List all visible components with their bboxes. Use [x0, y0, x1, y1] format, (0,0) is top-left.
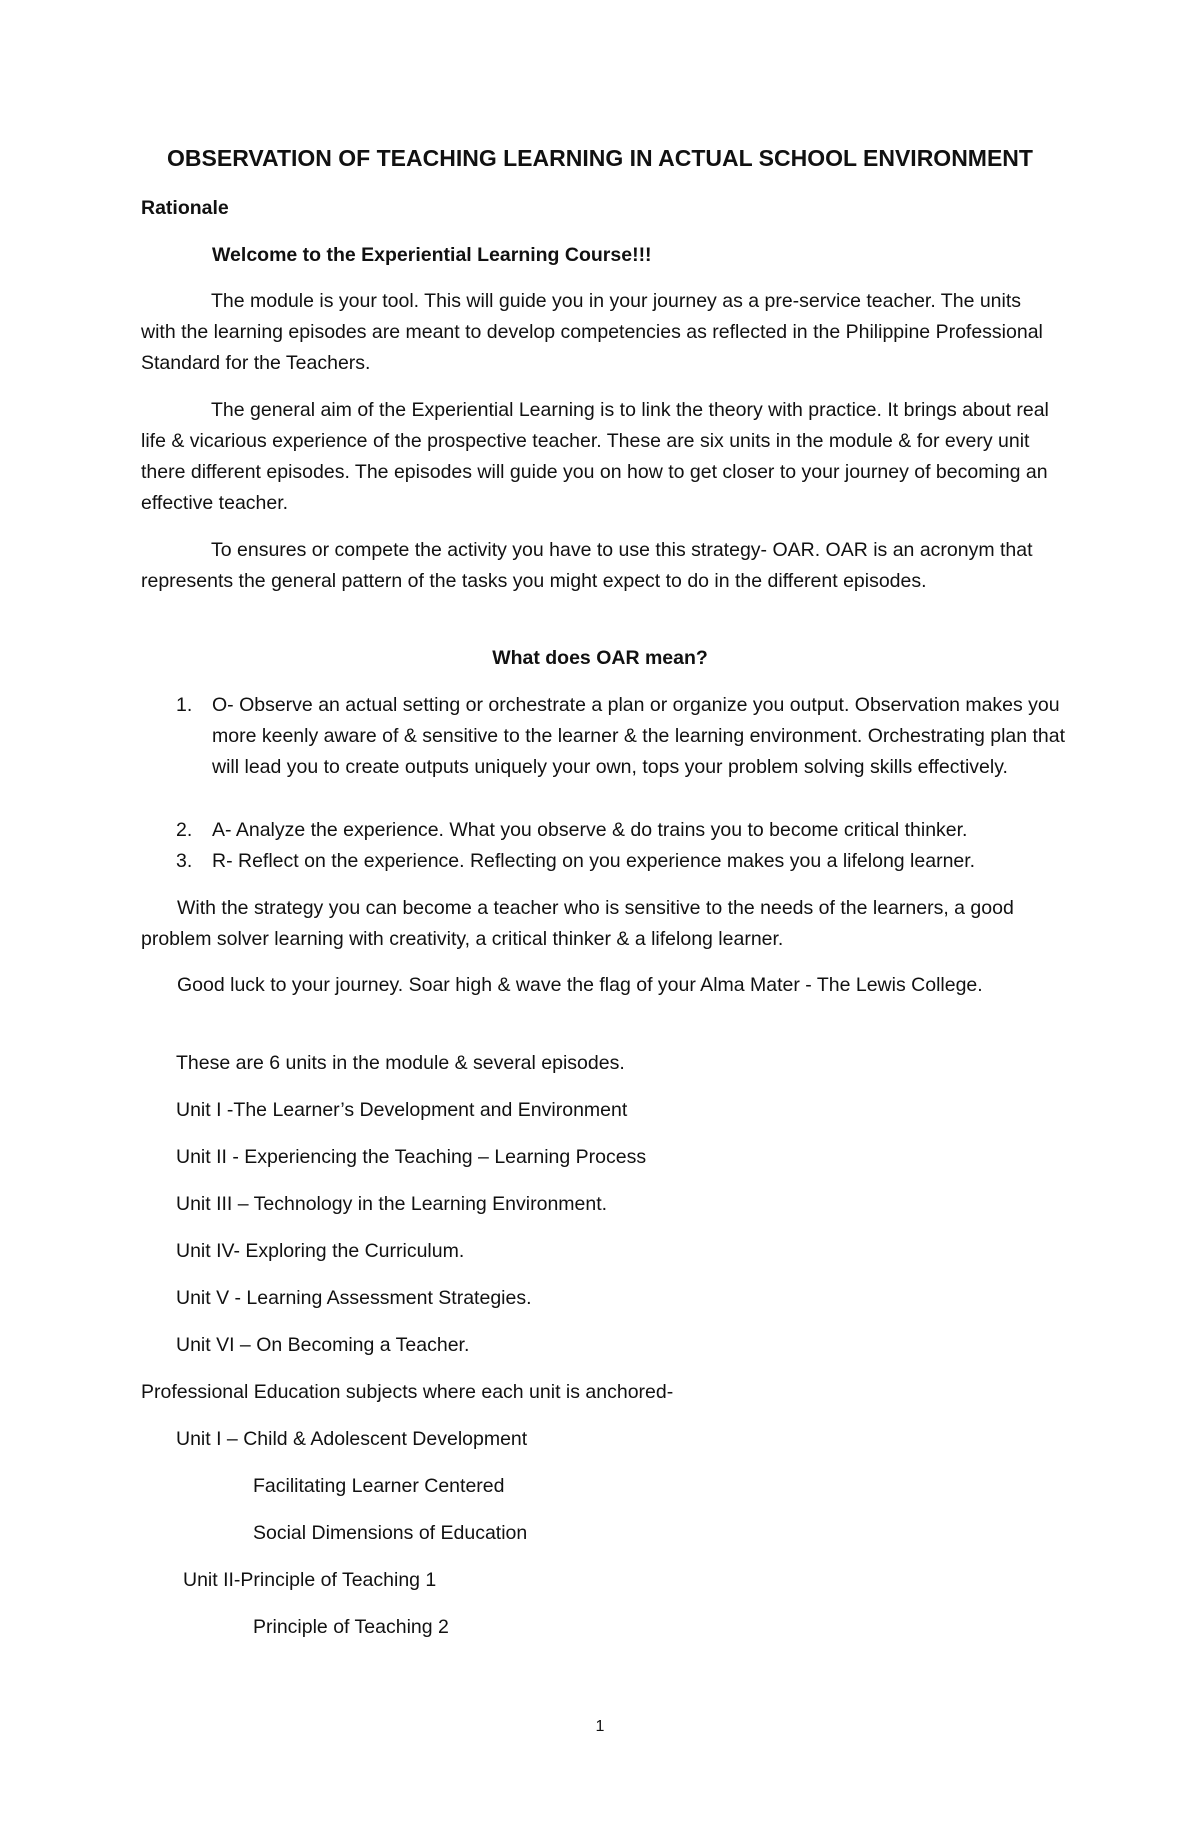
paragraph-general-aim [141, 395, 1061, 519]
subject-unit-2: Unit II-Principle of Teaching 1 [183, 1569, 437, 1591]
paragraph-good-luck [141, 970, 1061, 1001]
page-number: 1 [595, 1718, 605, 1735]
unit-item-1: Unit I -The Learner’s Development and Environment [176, 1099, 628, 1121]
paragraph-strategy [141, 893, 1061, 955]
list-item-reflect: R- Reflect on the experience. Reflecting on you experience makes you a lifelong learner. [212, 850, 976, 872]
subject-item: Facilitating Learner Centered [253, 1475, 505, 1497]
unit-item-5: Unit V - Learning Assessment Strategies. [176, 1287, 532, 1309]
list-item-number: 3. [176, 850, 193, 872]
paragraph-oar-strategy-text: To ensures or compete the activity you have to use this strategy- OAR. OAR is an acronym that represents the general pattern of the tasks you might expect to do in the different episodes. [141, 539, 1033, 592]
paragraph-module [141, 286, 1061, 379]
list-item-number: 2. [176, 819, 193, 841]
list-item-analyze: A- Analyze the experience. What you observe & do trains you to become critical thinker. [212, 819, 968, 841]
unit-item-4: Unit IV- Exploring the Curriculum. [176, 1240, 465, 1262]
paragraph-good-luck-text: Good luck to your journey. Soar high & wave the flag of your Alma Mater - The Lewis College. [177, 974, 983, 996]
oar-heading: What does OAR mean? [492, 647, 708, 669]
list-item-observe: O- Observe an actual setting or orchestrate a plan or organize you output. Observation makes you more keenly aware of & sensitive to the learner & the learning environment. Orchestrating plan that will lead you to create outputs uniquely your own, tops your problem solving skills effectively. [212, 694, 1066, 778]
list-item-number: 1. [176, 694, 193, 716]
subject-item: Principle of Teaching 2 [253, 1616, 449, 1638]
subject-unit-1: Unit I – Child & Adolescent Development [176, 1428, 528, 1450]
paragraph-oar-strategy [141, 535, 1061, 597]
unit-item-2: Unit II - Experiencing the Teaching – Learning Process [176, 1146, 647, 1168]
rationale-heading: Rationale [141, 197, 229, 219]
paragraph-general-aim-text: The general aim of the Experiential Learning is to link the theory with practice. It brings about real life & vicarious experience of the prospective teacher. These are six units in the module & for every unit there different episodes. The episodes will guide you on how to get closer to your journey of becoming an effective teacher. [141, 399, 1049, 514]
subject-item: Social Dimensions of Education [253, 1522, 528, 1544]
welcome-line: Welcome to the Experiential Learning Course!!! [212, 244, 652, 266]
paragraph-module-text: The module is your tool. This will guide you in your journey as a pre-service teacher. The units with the learning episodes are meant to develop competencies as reflected in the Philippine Professional Standard for the Teachers. [141, 290, 1043, 374]
subjects-heading: Professional Education subjects where each unit is anchored- [141, 1381, 674, 1403]
paragraph-strategy-text: With the strategy you can become a teacher who is sensitive to the needs of the learners, a good problem solver learning with creativity, a critical thinker & a lifelong learner. [141, 897, 1014, 950]
page-title: OBSERVATION OF TEACHING LEARNING IN ACTUAL SCHOOL ENVIRONMENT [167, 145, 1033, 171]
unit-item-3: Unit III – Technology in the Learning Environment. [176, 1193, 608, 1215]
unit-item-6: Unit VI – On Becoming a Teacher. [176, 1334, 470, 1356]
units-intro: These are 6 units in the module & several episodes. [176, 1052, 625, 1074]
